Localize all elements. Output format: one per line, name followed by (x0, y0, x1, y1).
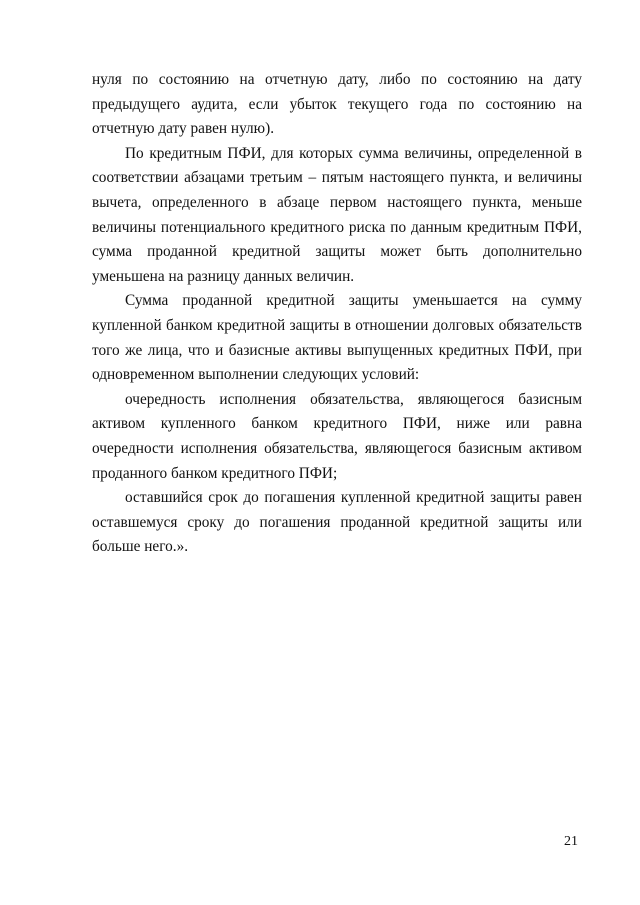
paragraph-continuation: нуля по состоянию на отчетную дату, либо по состоянию на дату предыдущего аудита, если убыток текущего года по состоянию на отчетную дату равен нулю). (92, 71, 582, 138)
paragraph-condition-maturity: оставшийся срок до погашения купленной кредитной защиты равен оставшемуся сроку до погашения проданной кредитной защиты или больше него.». (92, 489, 582, 556)
body-text (92, 68, 582, 560)
paragraph-condition-priority: очередность исполнения обязательства, являющегося базисным активом купленного банком кредитного ПФИ, ниже или равна очередности исполнения обязательства, являющегося базисным активом проданного банком кредитного ПФИ; (92, 390, 582, 482)
page-number: 21 (564, 834, 578, 849)
paragraph-credit-pfi-reduction: По кредитным ПФИ, для которых сумма величины, определенной в соответствии абзацами третьим – пятым настоящего пункта, и величины вычета, определенного в абзаце первом настоящего пункта, меньше величины потенциального кредитного риска по данным кредитным ПФИ, сумма проданной кредитной защиты может быть дополнительно уменьшена на разницу данных величин. (92, 144, 582, 285)
paragraph-sold-protection-reduction: Сумма проданной кредитной защиты уменьшается на сумму купленной банком кредитной защиты в отношении долговых обязательств того же лица, что и базисные активы выпущенных кредитных ПФИ, при одновременном выполнении следующих условий: (92, 292, 582, 384)
